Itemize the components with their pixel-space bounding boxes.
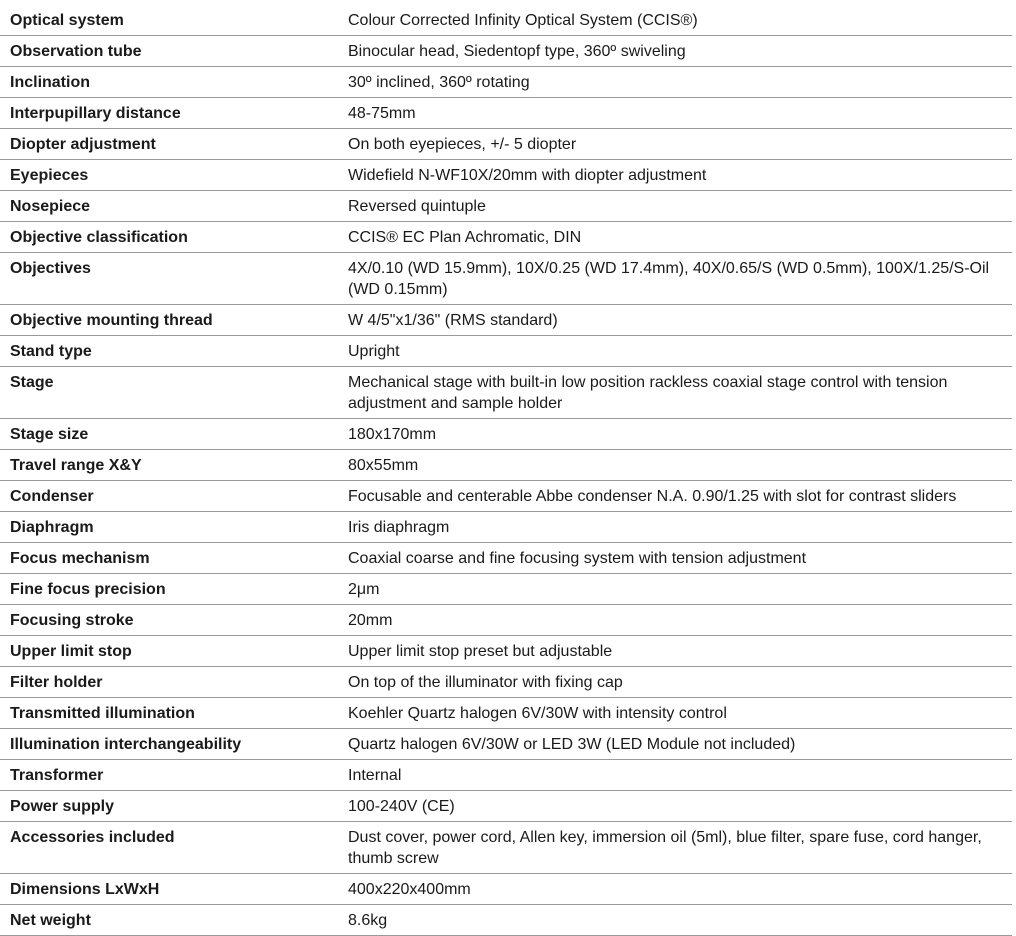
spec-value: 30º inclined, 360º rotating bbox=[348, 74, 530, 91]
spec-row bbox=[0, 605, 1012, 636]
spec-row bbox=[0, 760, 1012, 791]
spec-value: 100-240V (CE) bbox=[348, 798, 455, 815]
spec-row bbox=[0, 191, 1012, 222]
spec-row bbox=[0, 419, 1012, 450]
spec-label: Dimensions LxWxH bbox=[10, 881, 160, 898]
spec-row bbox=[0, 636, 1012, 667]
spec-row bbox=[0, 822, 1012, 874]
spec-label: Eyepieces bbox=[10, 167, 89, 184]
spec-value: On top of the illuminator with fixing cap bbox=[348, 674, 623, 691]
spec-value: 80x55mm bbox=[348, 457, 419, 474]
spec-row bbox=[0, 698, 1012, 729]
spec-label: Inclination bbox=[10, 74, 90, 91]
spec-value: Coaxial coarse and fine focusing system with tension adjustment bbox=[348, 550, 807, 567]
spec-value: Focusable and centerable Abbe condenser N.A. 0.90/1.25 with slot for contrast sliders bbox=[348, 488, 957, 505]
spec-row bbox=[0, 667, 1012, 698]
spec-table-body bbox=[0, 5, 1012, 936]
spec-value: Iris diaphragm bbox=[348, 519, 450, 536]
spec-label: Transmitted illumination bbox=[10, 705, 195, 722]
spec-value: Colour Corrected Infinity Optical System (CCIS®) bbox=[348, 12, 698, 29]
spec-value: Upright bbox=[348, 343, 400, 360]
spec-label: Fine focus precision bbox=[10, 581, 166, 598]
spec-label: Stage size bbox=[10, 426, 89, 443]
spec-label: Power supply bbox=[10, 798, 115, 815]
spec-label: Upper limit stop bbox=[10, 643, 132, 660]
spec-label: Objective classification bbox=[10, 229, 188, 246]
spec-table bbox=[0, 5, 1012, 936]
spec-row bbox=[0, 729, 1012, 760]
spec-label: Focus mechanism bbox=[10, 550, 150, 567]
spec-value: 4X/0.10 (WD 15.9mm), 10X/0.25 (WD 17.4mm), 40X/0.65/S (WD 0.5mm), 100X/1.25/S-Oil (WD 0.15mm) bbox=[348, 260, 990, 298]
spec-label: Accessories included bbox=[10, 829, 175, 846]
spec-row bbox=[0, 67, 1012, 98]
spec-label: Net weight bbox=[10, 912, 91, 929]
spec-row bbox=[0, 160, 1012, 191]
spec-label: Observation tube bbox=[10, 43, 142, 60]
spec-row bbox=[0, 481, 1012, 512]
spec-value: Reversed quintuple bbox=[348, 198, 486, 215]
spec-row bbox=[0, 574, 1012, 605]
spec-value: 400x220x400mm bbox=[348, 881, 471, 898]
spec-value: CCIS® EC Plan Achromatic, DIN bbox=[348, 229, 582, 246]
spec-row bbox=[0, 36, 1012, 67]
spec-label: Focusing stroke bbox=[10, 612, 134, 629]
spec-label: Diopter adjustment bbox=[10, 136, 156, 153]
spec-row bbox=[0, 905, 1012, 936]
spec-label: Stage bbox=[10, 374, 54, 391]
spec-value: 8.6kg bbox=[348, 912, 388, 929]
spec-label: Optical system bbox=[10, 12, 124, 29]
spec-row bbox=[0, 129, 1012, 160]
spec-row bbox=[0, 450, 1012, 481]
spec-row bbox=[0, 253, 1012, 305]
spec-label: Transformer bbox=[10, 767, 104, 784]
spec-value: Binocular head, Siedentopf type, 360º swiveling bbox=[348, 43, 686, 60]
spec-value: Mechanical stage with built-in low position rackless coaxial stage control with tension adjustment and sample holder bbox=[348, 374, 948, 412]
spec-row bbox=[0, 543, 1012, 574]
spec-label: Filter holder bbox=[10, 674, 103, 691]
spec-row bbox=[0, 305, 1012, 336]
spec-label: Illumination interchangeability bbox=[10, 736, 242, 753]
spec-value: Dust cover, power cord, Allen key, immersion oil (5ml), blue filter, spare fuse, cord hanger, thumb screw bbox=[348, 829, 982, 867]
spec-label: Travel range X&Y bbox=[10, 457, 142, 474]
spec-label: Stand type bbox=[10, 343, 92, 360]
spec-value: Upper limit stop preset but adjustable bbox=[348, 643, 613, 660]
spec-row bbox=[0, 222, 1012, 253]
spec-label: Objective mounting thread bbox=[10, 312, 213, 329]
spec-value: Koehler Quartz halogen 6V/30W with intensity control bbox=[348, 705, 727, 722]
spec-value: W 4/5"x1/36" (RMS standard) bbox=[348, 312, 558, 329]
spec-label: Nosepiece bbox=[10, 198, 91, 215]
spec-row bbox=[0, 5, 1012, 36]
spec-row bbox=[0, 98, 1012, 129]
spec-value: Internal bbox=[348, 767, 402, 784]
spec-label: Diaphragm bbox=[10, 519, 94, 536]
spec-value: Quartz halogen 6V/30W or LED 3W (LED Module not included) bbox=[348, 736, 796, 753]
spec-value: 48-75mm bbox=[348, 105, 416, 122]
spec-value: Widefield N-WF10X/20mm with diopter adjustment bbox=[348, 167, 707, 184]
spec-row bbox=[0, 512, 1012, 543]
spec-value: 2μm bbox=[348, 581, 380, 598]
spec-value: On both eyepieces, +/- 5 diopter bbox=[348, 136, 577, 153]
spec-row bbox=[0, 367, 1012, 419]
spec-value: 20mm bbox=[348, 612, 393, 629]
spec-value: 180x170mm bbox=[348, 426, 437, 443]
spec-row bbox=[0, 336, 1012, 367]
spec-label: Condenser bbox=[10, 488, 94, 505]
spec-row bbox=[0, 874, 1012, 905]
spec-row bbox=[0, 791, 1012, 822]
spec-label: Interpupillary distance bbox=[10, 105, 181, 122]
spec-label: Objectives bbox=[10, 260, 91, 277]
